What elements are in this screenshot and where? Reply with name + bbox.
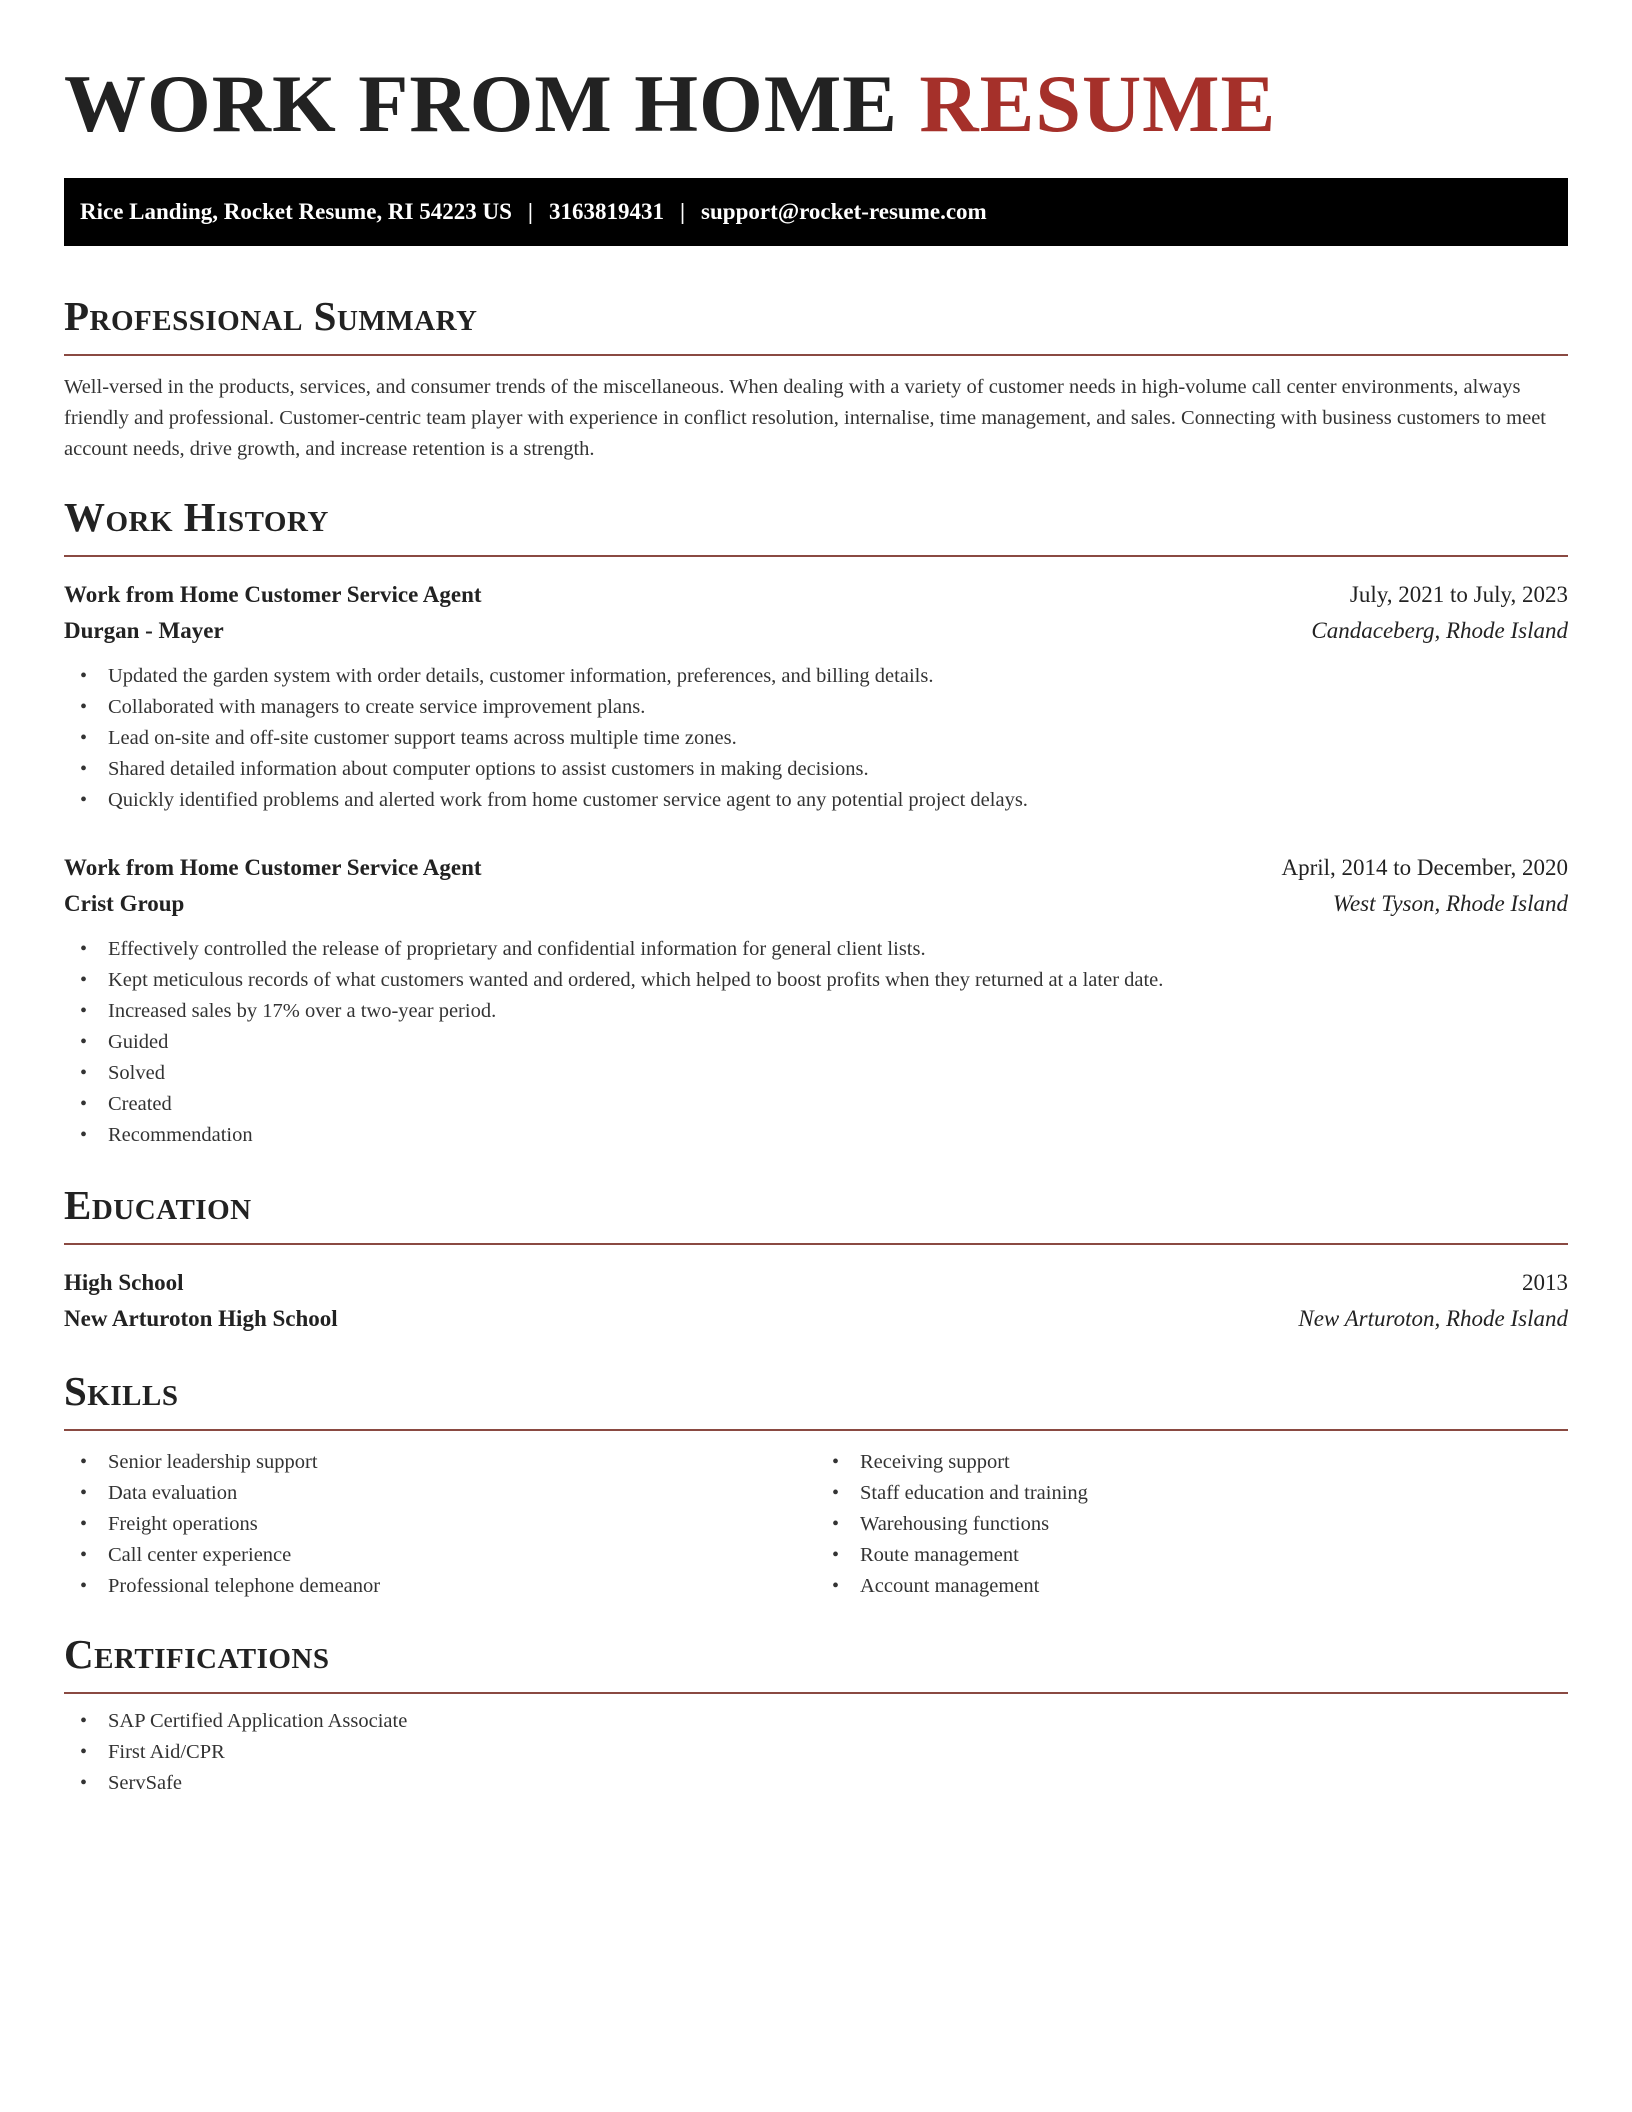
list-item: • ServSafe — [64, 1768, 1568, 1799]
job-bullet-list — [64, 661, 1568, 816]
job-entry — [64, 577, 1568, 816]
list-item: • Quickly identified problems and alerted work from home customer service agent to any potential project delays. — [64, 785, 1568, 816]
job-company: Durgan - Mayer — [64, 618, 224, 643]
section-divider — [64, 1243, 1568, 1245]
job-dates: April, 2014 to December, 2020 — [1281, 855, 1568, 880]
contact-email: support@rocket-resume.com — [701, 199, 987, 224]
education-location: New Arturoton, Rhode Island — [1298, 1306, 1568, 1331]
education-school: New Arturoton High School — [64, 1306, 338, 1331]
resume-title-main: WORK FROM HOME — [64, 58, 920, 149]
list-item: • Call center experience — [64, 1540, 816, 1571]
list-item: • Account management — [816, 1571, 1568, 1602]
list-item: • Data evaluation — [64, 1478, 816, 1509]
job-title: Work from Home Customer Service Agent — [64, 582, 482, 607]
section-divider — [64, 1429, 1568, 1431]
list-item: • Solved — [64, 1058, 1568, 1089]
resume-title-accent: RESUME — [919, 58, 1277, 149]
list-item: • Route management — [816, 1540, 1568, 1571]
job-bullet-list — [64, 934, 1568, 1151]
skills-list-right — [816, 1447, 1568, 1602]
job-location: Candaceberg, Rhode Island — [1311, 618, 1568, 643]
education-degree: High School — [64, 1270, 184, 1295]
list-item: • Guided — [64, 1027, 1568, 1058]
skills-grid — [64, 1447, 1568, 1602]
resume-title — [64, 56, 1568, 152]
education-year: 2013 — [1522, 1270, 1568, 1295]
list-item: • Staff education and training — [816, 1478, 1568, 1509]
section-divider — [64, 1692, 1568, 1694]
contact-separator: | — [527, 199, 533, 224]
contact-bar — [64, 178, 1568, 246]
job-dates: July, 2021 to July, 2023 — [1349, 582, 1568, 607]
job-company-row — [64, 613, 1568, 649]
section-heading-education: Education — [64, 1182, 252, 1228]
job-title-row — [64, 577, 1568, 613]
list-item: • Senior leadership support — [64, 1447, 816, 1478]
job-title-row — [64, 850, 1568, 886]
list-item: • Created — [64, 1089, 1568, 1120]
certifications-list — [64, 1706, 1568, 1799]
section-heading-work-history: Work History — [64, 494, 329, 540]
skills-list-left — [64, 1447, 816, 1602]
contact-address: Rice Landing, Rocket Resume, RI 54223 US — [80, 199, 512, 224]
list-item: • Lead on-site and off-site customer support teams across multiple time zones. — [64, 723, 1568, 754]
list-item: • Increased sales by 17% over a two-year period. — [64, 996, 1568, 1027]
list-item: • Freight operations — [64, 1509, 816, 1540]
list-item: • Professional telephone demeanor — [64, 1571, 816, 1602]
list-item: • Collaborated with managers to create service improvement plans. — [64, 692, 1568, 723]
list-item: • First Aid/CPR — [64, 1737, 1568, 1768]
job-entry — [64, 850, 1568, 1151]
section-divider — [64, 555, 1568, 557]
job-company-row — [64, 886, 1568, 922]
list-item: • SAP Certified Application Associate — [64, 1706, 1568, 1737]
education-degree-row — [64, 1265, 1568, 1301]
list-item: • Effectively controlled the release of proprietary and confidential information for general client lists. — [64, 934, 1568, 965]
education-school-row — [64, 1301, 1568, 1337]
job-company: Crist Group — [64, 891, 185, 916]
education-entry — [64, 1265, 1568, 1337]
job-title: Work from Home Customer Service Agent — [64, 855, 482, 880]
summary-text: Well-versed in the products, services, and consumer trends of the miscellaneous. When dealing with a variety of customer needs in high-volume call center environments, always friendly and professional. Customer-centric team player with experience in conflict resolution, internalise, time management, and sales. Connecting with business customers to meet account needs, drive growth, and increase retention is a strength. — [64, 376, 1546, 460]
job-location: West Tyson, Rhode Island — [1332, 891, 1568, 916]
section-heading-skills: Skills — [64, 1368, 179, 1414]
list-item: • Updated the garden system with order details, customer information, preferences, and billing details. — [64, 661, 1568, 692]
section-divider — [64, 354, 1568, 356]
resume-page — [0, 56, 1632, 2112]
section-heading-summary: Professional Summary — [64, 293, 478, 339]
list-item: • Kept meticulous records of what customers wanted and ordered, which helped to boost profits when they returned at a later date. — [64, 965, 1568, 996]
list-item: • Shared detailed information about computer options to assist customers in making decisions. — [64, 754, 1568, 785]
list-item: • Warehousing functions — [816, 1509, 1568, 1540]
section-heading-certifications: Certifications — [64, 1631, 330, 1677]
list-item: • Recommendation — [64, 1120, 1568, 1151]
contact-separator: | — [679, 199, 686, 224]
list-item: • Receiving support — [816, 1447, 1568, 1478]
contact-phone: 3163819431 — [548, 199, 664, 224]
